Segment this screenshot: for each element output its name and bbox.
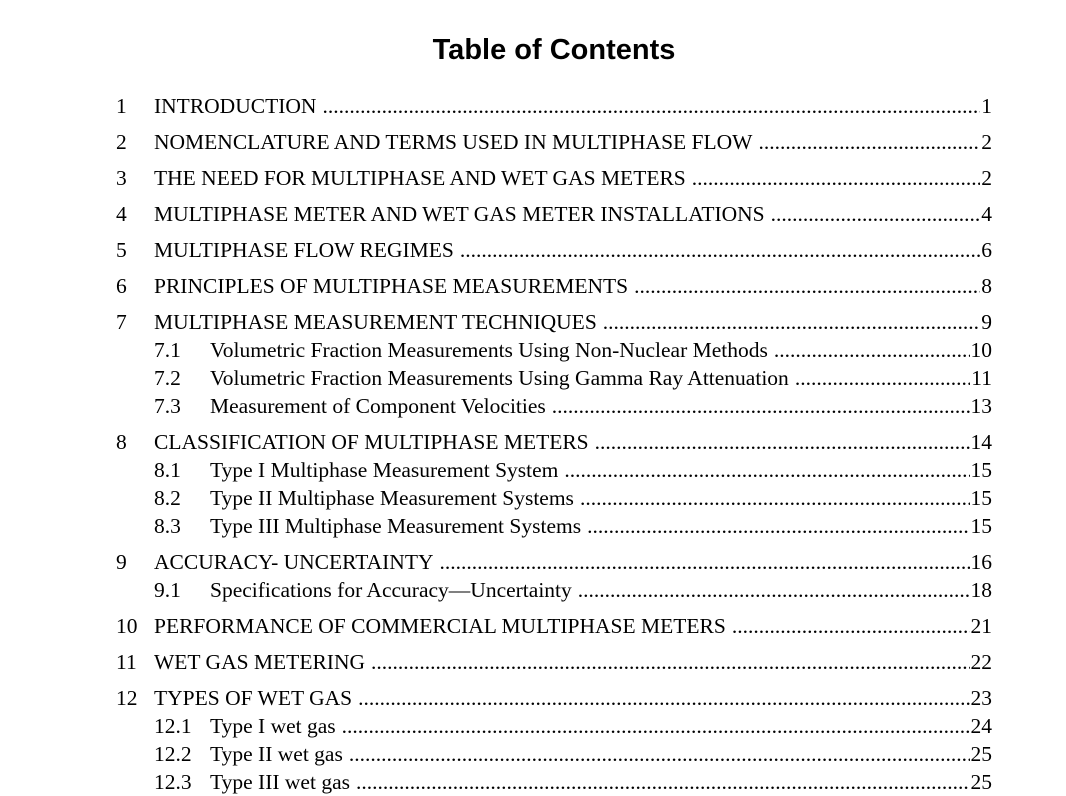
toc-entry-page-number: 6 — [981, 238, 992, 262]
dot-leader — [692, 164, 980, 192]
toc-entry[interactable] — [116, 648, 992, 676]
toc-entry[interactable] — [116, 92, 992, 120]
toc-entry[interactable] — [116, 128, 992, 156]
toc-subentry[interactable] — [116, 512, 992, 540]
dot-leader — [460, 236, 980, 264]
dot-leader — [552, 392, 970, 420]
toc-entry-page-number: 4 — [981, 202, 992, 226]
toc-subentry[interactable] — [116, 392, 992, 420]
dot-leader — [634, 272, 980, 300]
toc-entry-number: 5 — [116, 238, 127, 262]
toc-entry[interactable] — [116, 428, 992, 456]
toc-entry-label: Volumetric Fraction Measurements Using Gamma Ray Attenuation — [210, 366, 789, 390]
toc-entry-number: 8.1 — [154, 458, 181, 482]
toc-entry-page-number: 10 — [970, 338, 992, 362]
toc-entry-number: 4 — [116, 202, 127, 226]
toc-entry-label: THE NEED FOR MULTIPHASE AND WET GAS METERS — [154, 166, 686, 190]
toc-entry-page-number: 13 — [970, 394, 992, 418]
dot-leader — [771, 200, 981, 228]
dot-leader — [564, 456, 969, 484]
toc-entry-page-number: 2 — [981, 166, 992, 190]
toc-entry-number: 9.1 — [154, 578, 181, 602]
table-of-contents — [116, 92, 992, 796]
dot-leader — [587, 512, 969, 540]
dot-leader — [358, 684, 969, 712]
dot-leader — [356, 768, 970, 796]
toc-entry-number: 3 — [116, 166, 127, 190]
toc-entry-page-number: 14 — [970, 430, 992, 454]
dot-leader — [795, 364, 970, 392]
toc-subentry[interactable] — [116, 768, 992, 796]
toc-entry-page-number: 8 — [981, 274, 992, 298]
toc-entry-number: 7.3 — [154, 394, 181, 418]
toc-entry-page-number: 9 — [981, 310, 992, 334]
toc-entry[interactable] — [116, 548, 992, 576]
toc-entry[interactable] — [116, 200, 992, 228]
toc-entry-label: Type I wet gas — [210, 714, 336, 738]
toc-entry-label: MULTIPHASE MEASUREMENT TECHNIQUES — [154, 310, 597, 334]
toc-entry-page-number: 16 — [970, 550, 992, 574]
toc-entry-number: 2 — [116, 130, 127, 154]
toc-entry-label: Type II wet gas — [210, 742, 343, 766]
toc-entry-number: 12.3 — [154, 770, 192, 794]
dot-leader — [732, 612, 970, 640]
toc-entry[interactable] — [116, 308, 992, 336]
dot-leader — [349, 740, 970, 768]
toc-entry-number: 6 — [116, 274, 127, 298]
toc-entry-label: MULTIPHASE METER AND WET GAS METER INSTALLATIONS — [154, 202, 765, 226]
toc-entry-label: Volumetric Fraction Measurements Using Non-Nuclear Methods — [210, 338, 768, 362]
toc-entry-label: WET GAS METERING — [154, 650, 366, 674]
toc-entry-page-number: 18 — [970, 578, 992, 602]
toc-entry-number: 7.1 — [154, 338, 181, 362]
toc-entry-label: NOMENCLATURE AND TERMS USED IN MULTIPHASE FLOW — [154, 130, 753, 154]
toc-entry-number: 8 — [116, 430, 127, 454]
toc-entry[interactable] — [116, 684, 992, 712]
toc-entry-number: 8.2 — [154, 486, 181, 510]
toc-subentry[interactable] — [116, 576, 992, 604]
toc-entry-number: 12 — [116, 686, 138, 710]
toc-entry-page-number: 11 — [971, 366, 992, 390]
toc-subentry[interactable] — [116, 484, 992, 512]
toc-subentry[interactable] — [116, 364, 992, 392]
toc-entry-label: PRINCIPLES OF MULTIPHASE MEASUREMENTS — [154, 274, 629, 298]
toc-entry-number: 11 — [116, 650, 137, 674]
dot-leader — [342, 712, 970, 740]
toc-entry-number: 9 — [116, 550, 127, 574]
toc-entry-number: 1 — [116, 94, 127, 118]
toc-entry-label: Specifications for Accuracy—Uncertainty — [210, 578, 572, 602]
toc-entry[interactable] — [116, 272, 992, 300]
toc-entry-number: 7 — [116, 310, 127, 334]
toc-entry-label: Measurement of Component Velocities — [210, 394, 546, 418]
toc-entry-page-number: 1 — [981, 94, 992, 118]
toc-entry-number: 12.2 — [154, 742, 192, 766]
dot-leader — [322, 92, 980, 120]
toc-entry-page-number: 15 — [970, 458, 992, 482]
toc-entry-label: INTRODUCTION — [154, 94, 317, 118]
toc-entry-page-number: 24 — [970, 714, 992, 738]
toc-entry-number: 8.3 — [154, 514, 181, 538]
dot-leader — [774, 336, 970, 364]
toc-entry-label: MULTIPHASE FLOW REGIMES — [154, 238, 454, 262]
toc-entry-number: 7.2 — [154, 366, 181, 390]
toc-entry-label: CLASSIFICATION OF MULTIPHASE METERS — [154, 430, 589, 454]
dot-leader — [603, 308, 980, 336]
toc-entry-label: Type III wet gas — [210, 770, 350, 794]
dot-leader — [439, 548, 969, 576]
toc-subentry[interactable] — [116, 456, 992, 484]
dot-leader — [580, 484, 970, 512]
toc-entry-label: Type III Multiphase Measurement Systems — [210, 514, 582, 538]
toc-entry-page-number: 15 — [970, 486, 992, 510]
toc-entry-label: Type I Multiphase Measurement System — [210, 458, 559, 482]
dot-leader — [758, 128, 980, 156]
toc-entry-label: Type II Multiphase Measurement Systems — [210, 486, 574, 510]
dot-leader — [371, 648, 969, 676]
toc-entry-page-number: 15 — [970, 514, 992, 538]
toc-entry-page-number: 25 — [970, 742, 992, 766]
toc-entry-page-number: 23 — [970, 686, 992, 710]
toc-subentry[interactable] — [116, 740, 992, 768]
toc-entry[interactable] — [116, 164, 992, 192]
toc-entry-label: TYPES OF WET GAS — [154, 686, 353, 710]
toc-subentry[interactable] — [116, 712, 992, 740]
toc-entry-page-number: 22 — [970, 650, 992, 674]
dot-leader — [578, 576, 970, 604]
toc-entry-page-number: 2 — [981, 130, 992, 154]
toc-entry[interactable] — [116, 612, 992, 640]
toc-entry-number: 12.1 — [154, 714, 192, 738]
toc-subentry[interactable] — [116, 336, 992, 364]
toc-entry-label: ACCURACY- UNCERTAINTY — [154, 550, 434, 574]
toc-entry-page-number: 21 — [970, 614, 992, 638]
dot-leader — [595, 428, 970, 456]
page-title: Table of Contents — [432, 34, 676, 66]
toc-entry[interactable] — [116, 236, 992, 264]
toc-entry-label: PERFORMANCE OF COMMERCIAL MULTIPHASE METERS — [154, 614, 726, 638]
toc-entry-number: 10 — [116, 614, 138, 638]
toc-entry-page-number: 25 — [970, 770, 992, 794]
